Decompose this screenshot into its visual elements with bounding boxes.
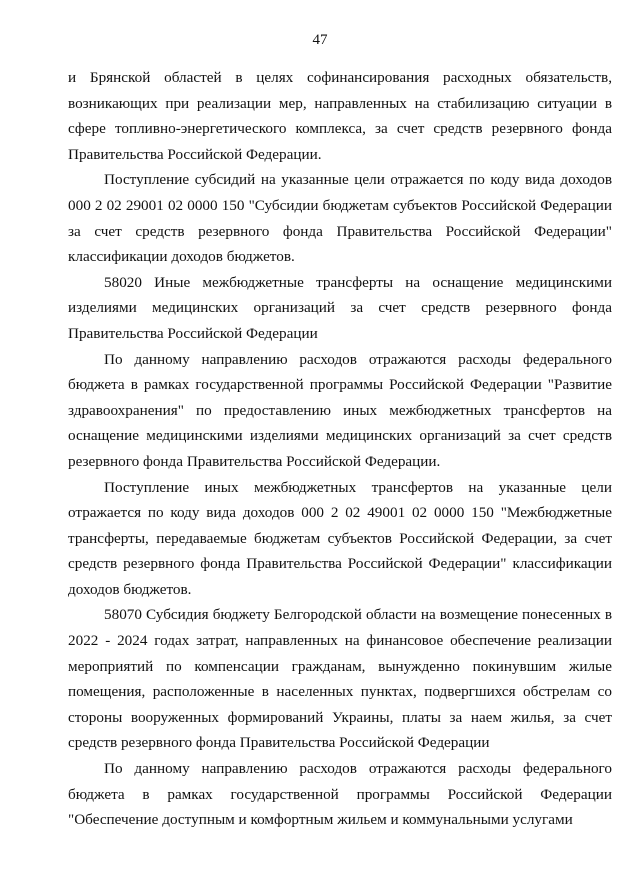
paragraph-58020-heading: 58020 Иные межбюджетные трансферты на оснащение медицинскими изделиями медицинских организаций за счет средств резервного фонда Правительства Российской Федерации xyxy=(68,273,612,342)
paragraph-58070-heading: 58070 Субсидия бюджету Белгородской области на возмещение понесенных в 2022 - 2024 годах затрат, направленных на финансовое обеспечение реализации мероприятий по компенсации гражданам, вынужденно покинувшим жилые помещения, расположенные в населенных пунктах, подвергшихся обстрелам со стороны вооруженных формирований Украины, платы за наем жилья, за счет средств резервного фонда Правительства Российской Федерации xyxy=(68,606,612,752)
paragraph-58070-expenses: По данному направлению расходов отражаются расходы федерального бюджета в рамках государственной программы Российской Федерации "Обеспечение доступным и комфортным жильем и коммунальными услугами xyxy=(68,760,612,829)
page-number: 47 xyxy=(312,32,328,48)
paragraph-continuation: и Брянской областей в целях софинансирования расходных обязательств, возникающих при реализации мер, направленных на стабилизацию ситуации в сфере топливно-энергетического комплекса, за счет средств резервного фонда Правительства Российской Федерации. xyxy=(68,69,612,163)
paragraph-58020-expenses: По данному направлению расходов отражаются расходы федерального бюджета в рамках государственной программы Российской Федерации "Развитие здравоохранения" по предоставлению иных межбюджетных трансфертов на оснащение медицинскими изделиями медицинских организаций за счет средств резервного фонда Правительства Российской Федерации. xyxy=(68,350,612,470)
paragraph-58020-income: Поступление иных межбюджетных трансфертов на указанные цели отражается по коду вида доходов 000 2 02 49001 02 0000 150 "Межбюджетные трансферты, передаваемые бюджетам субъектов Российской Федерации, за счет средств резервного фонда Правительства Российской Федерации" классификации доходов бюджетов. xyxy=(68,478,612,598)
document-body xyxy=(68,65,612,833)
paragraph-income-subsidies: Поступление субсидий на указанные цели отражается по коду вида доходов 000 2 02 29001 02 0000 150 "Субсидии бюджетам субъектов Российской Федерации за счет средств резервного фонда Правительства Российской Федерации" классификации доходов бюджетов. xyxy=(68,171,612,266)
